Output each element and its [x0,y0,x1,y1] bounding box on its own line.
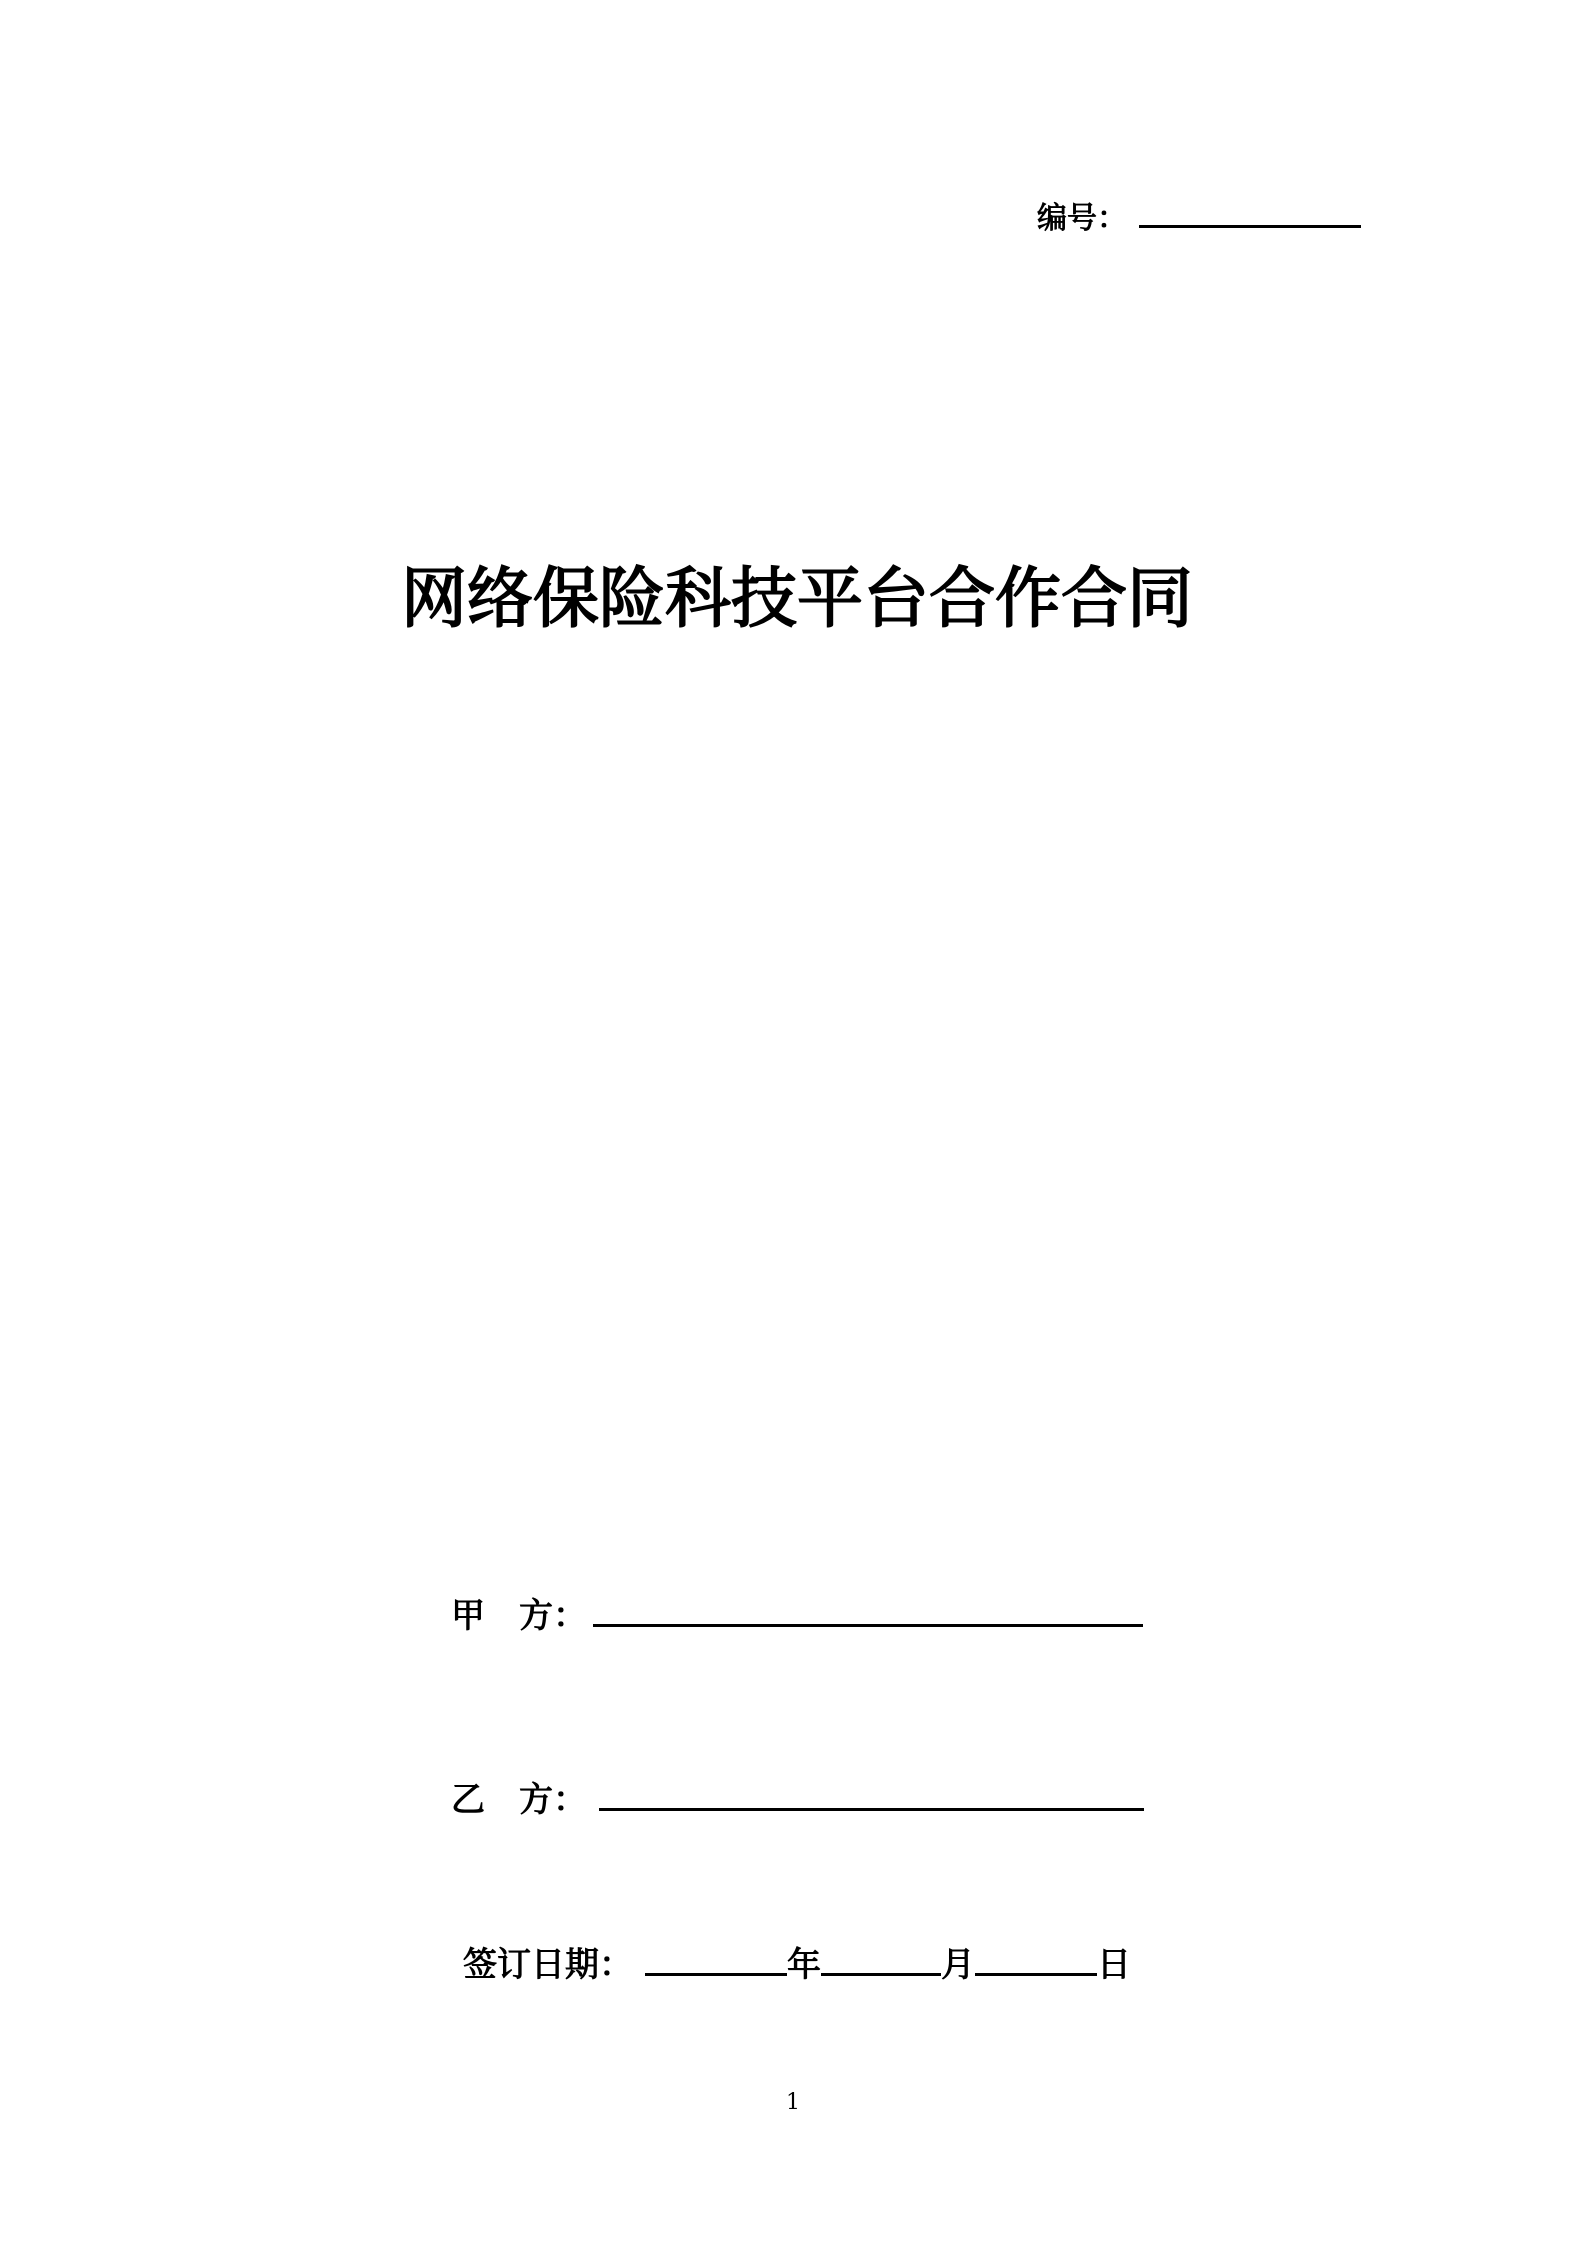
contract-number-row [1037,193,1361,237]
signing-month-blank [821,1943,941,1976]
page-number: 1 [786,2090,800,2115]
contract-number-label: 编号： [1037,201,1127,236]
party-b-row [451,1772,1144,1821]
party-a-row [451,1588,1143,1637]
document-title [0,545,1586,640]
signing-month-unit: 月 [941,1945,975,1985]
party-b-label: 乙 方： [451,1780,587,1820]
signing-year-unit: 年 [787,1945,821,1985]
party-b-blank [599,1778,1144,1811]
signing-day-blank [975,1943,1097,1976]
party-a-label: 甲 方： [451,1596,587,1636]
document-title-text: 网络保险科技平台合作合同 [401,560,1193,637]
signing-date-row [463,1937,1131,1986]
party-a-blank [593,1594,1143,1627]
signing-date-label: 签订日期： [463,1945,633,1985]
contract-number-blank [1139,195,1361,228]
signing-day-unit: 日 [1097,1945,1131,1985]
signing-year-blank [645,1943,787,1976]
